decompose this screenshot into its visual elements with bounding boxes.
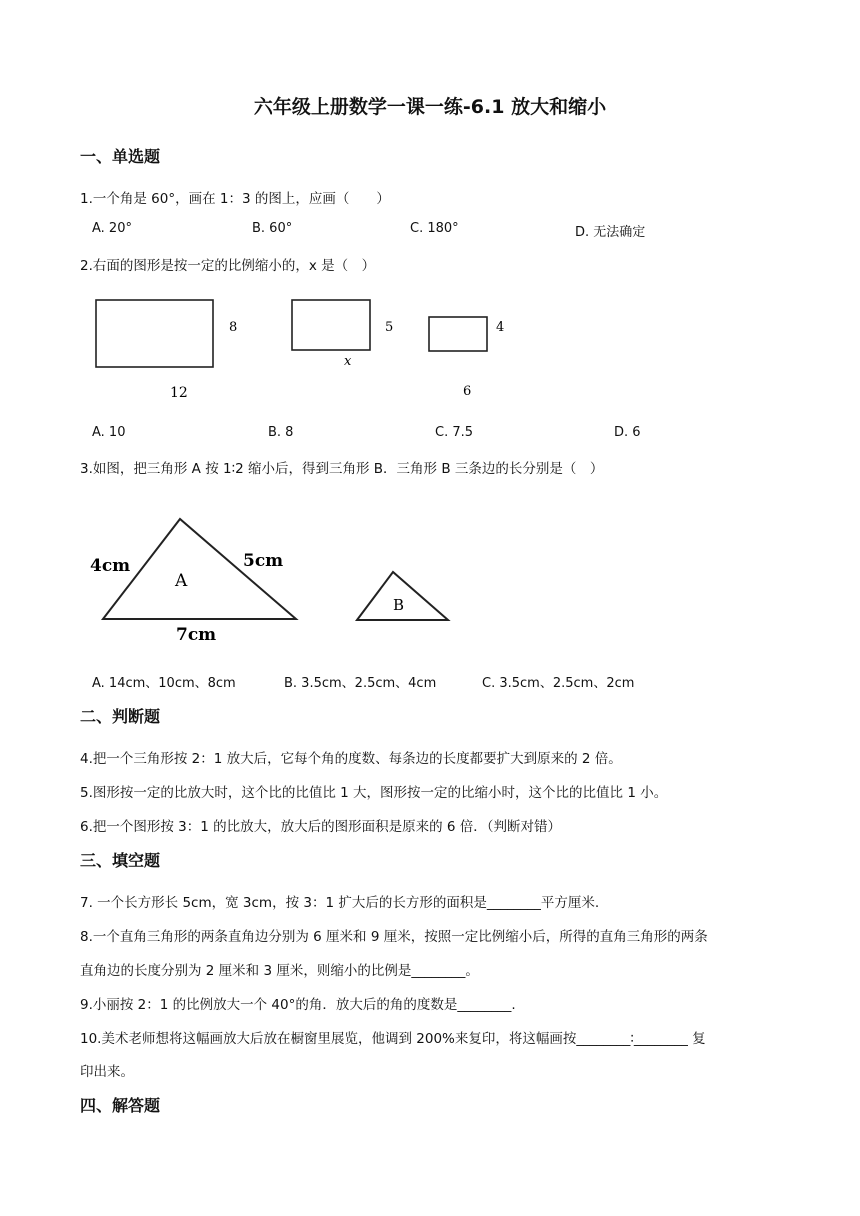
rectangle-large: [96, 300, 213, 367]
q3-option-c: C. 3.5cm、2.5cm、2cm: [482, 676, 635, 691]
question-7: 7. 一个长方形长 5cm，宽 3cm，按 3：1 扩大后的长方形的面积是________平方厘米.: [80, 895, 600, 911]
q1-option-a: A. 20°: [92, 221, 132, 236]
q1-option-d: D. 无法确定: [575, 225, 646, 240]
rect3-width-label: 6: [463, 384, 472, 399]
section-heading-problem-solving: 四、解答题: [80, 1096, 161, 1115]
q3-triangles-figure: [0, 490, 860, 660]
q2-option-b: B. 8: [268, 425, 294, 440]
section-heading-fill-in: 三、填空题: [80, 851, 161, 870]
rect1-width-label: 12: [170, 385, 188, 401]
rect2-width-label: x: [344, 354, 352, 369]
q2-option-c: C. 7.5: [435, 425, 474, 440]
q1-option-b: B. 60°: [252, 221, 293, 236]
triangle-a-name: A: [175, 571, 188, 591]
question-9: 9.小丽按 2：1 的比例放大一个 40°的角．放大后的角的度数是________.: [80, 997, 516, 1013]
question-5: 5.图形按一定的比放大时，这个比的比值比 1 大，图形按一定的比缩小时，这个比的比值比 1 小。: [80, 785, 668, 801]
q2-rectangles-figure: [0, 0, 860, 420]
rectangle-medium: [292, 300, 370, 350]
q2-option-a: A. 10: [92, 425, 126, 440]
question-3: 3.如图，把三角形 A 按 1∶2 缩小后，得到三角形 B．三角形 B 三条边的长分别是（ ）: [80, 461, 604, 477]
question-6: 6.把一个图形按 3：1 的比放大，放大后的图形面积是原来的 6 倍．（判断对错）: [80, 819, 562, 835]
question-2: 2.右面的图形是按一定的比例缩小的，x 是（ ）: [80, 258, 376, 274]
question-1: 1.一个角是 60°，画在 1：3 的图上，应画（ ）: [80, 191, 390, 207]
triangle-a-right-side-label: 5cm: [243, 551, 284, 571]
question-4: 4.把一个三角形按 2：1 放大后，它每个角的度数、每条边的长度都要扩大到原来的 2 倍。: [80, 751, 622, 767]
q3-option-b: B. 3.5cm、2.5cm、4cm: [284, 676, 437, 691]
triangle-a-left-side-label: 4cm: [90, 556, 131, 576]
section-heading-single-choice: 一、单选题: [80, 147, 161, 166]
triangle-a-bottom-side-label: 7cm: [176, 625, 217, 645]
triangle-b-name: B: [393, 596, 405, 614]
rect3-height-label: 4: [496, 320, 505, 335]
rect1-height-label: 8: [229, 320, 238, 335]
question-8-line-2: 直角边的长度分别为 2 厘米和 3 厘米，则缩小的比例是________。: [80, 963, 479, 979]
q1-option-c: C. 180°: [410, 221, 459, 236]
question-10-line-1: 10.美术老师想将这幅画放大后放在橱窗里展览，他调到 200%来复印，将这幅画按________∶________ 复: [80, 1031, 706, 1047]
question-10-line-2: 印出来。: [80, 1064, 134, 1080]
q2-option-d: D. 6: [614, 425, 641, 440]
section-heading-true-false: 二、判断题: [80, 707, 161, 726]
page-title: 六年级上册数学一课一练-6.1 放大和缩小: [253, 96, 607, 118]
rect2-height-label: 5: [385, 320, 394, 335]
rectangle-small: [429, 317, 487, 351]
q3-option-a: A. 14cm、10cm、8cm: [92, 676, 236, 691]
question-8-line-1: 8.一个直角三角形的两条直角边分别为 6 厘米和 9 厘米，按照一定比例缩小后，所得的直角三角形的两条: [80, 929, 708, 945]
